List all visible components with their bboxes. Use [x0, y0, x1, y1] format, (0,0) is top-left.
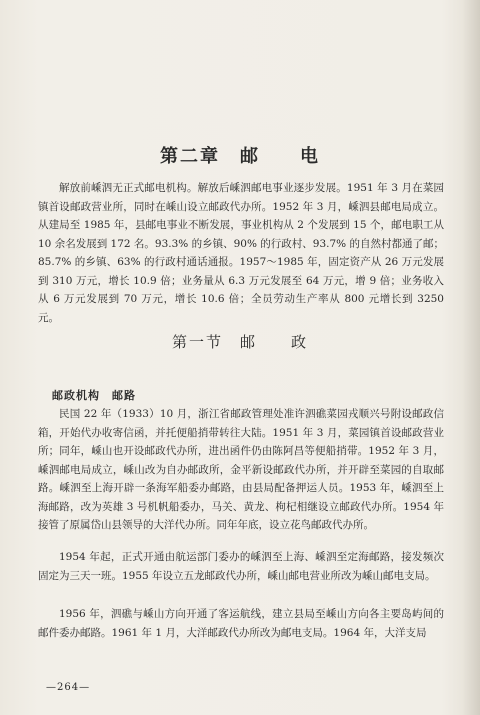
body-paragraph: 民国 22 年（1933）10 月，浙江省邮政管理处准许泗礁菜园戎顺兴号附设邮政信箱，开始代办收寄信函，并托便船捎带转往大陆。1951 年 3 月，菜园镇首设邮政营业所；同年，嵊山也开设邮政代办所，进出函件仍由陈阿昌等便船捎带。1952 年 3 月，嵊泗邮电局成立，嵊山改为自办邮政所，金平新设邮政代办所，并开辟至菜园的自取邮路。嵊泗至上海开辟一条海军船委办邮路，由县局配备押运人员。1953 年，嵊泗至上海邮路，改为英雄 3 号机帆船委办，马关、黄龙、枸杞相继设立邮政代办所。1954 年接管了原属岱山县领导的大洋代办所。同年年底，设立花鸟邮政代办所。: [38, 408, 444, 531]
body-paragraph: 1956 年，泗礁与嵊山方向开通了客运航线，建立县局至嵊山方向各主要岛屿间的邮件委办邮路。1961 年 1 月，大洋邮政代办所改为邮电支局。1964 年，大洋支局: [38, 608, 444, 639]
page-number: —264—: [46, 682, 91, 693]
chapter-title: 第二章 邮 电: [160, 146, 320, 167]
subsection-heading: 邮政机构 邮路: [52, 389, 136, 402]
page-edge-shadow: [462, 0, 480, 715]
chapter-intro-paragraph: 解放前嵊泗无正式邮电机构。解放后嵊泗邮电事业逐步发展。1951 年 3 月在菜园镇首设邮政营业所，同时在嵊山设立邮政代办所。1952 年 3 月，嵊泗县邮电局成立。从建局至 1985 年，县邮电事业不断发展，事业机构从 2 个发展到 15 个，邮电职工从 10 余名发展到 172 名。93.3% 的乡镇、90% 的行政村、93.7% 的自然村都通了邮；85.7% 的乡镇、63% 的行政村通话通报。1957～1985 年，固定资产从 26 万元发展到 310 万元，增长 10.9 倍；业务量从 6.3 万元发展至 64 万元，增 9 倍；业务收入从 6 万元发展到 70 万元，增长 10.6 倍；全员劳动生产率从 800 元增长到 3250 元。: [38, 182, 444, 324]
section-title: 第一节 邮 政: [171, 333, 308, 351]
body-paragraph: 1954 年起，正式开通由航运部门委办的嵊泗至上海、嵊泗至定海邮路，接发频次固定为三天一班。1955 年设立五龙邮政代办所，嵊山邮电营业所改为嵊山邮电支局。: [38, 551, 444, 582]
